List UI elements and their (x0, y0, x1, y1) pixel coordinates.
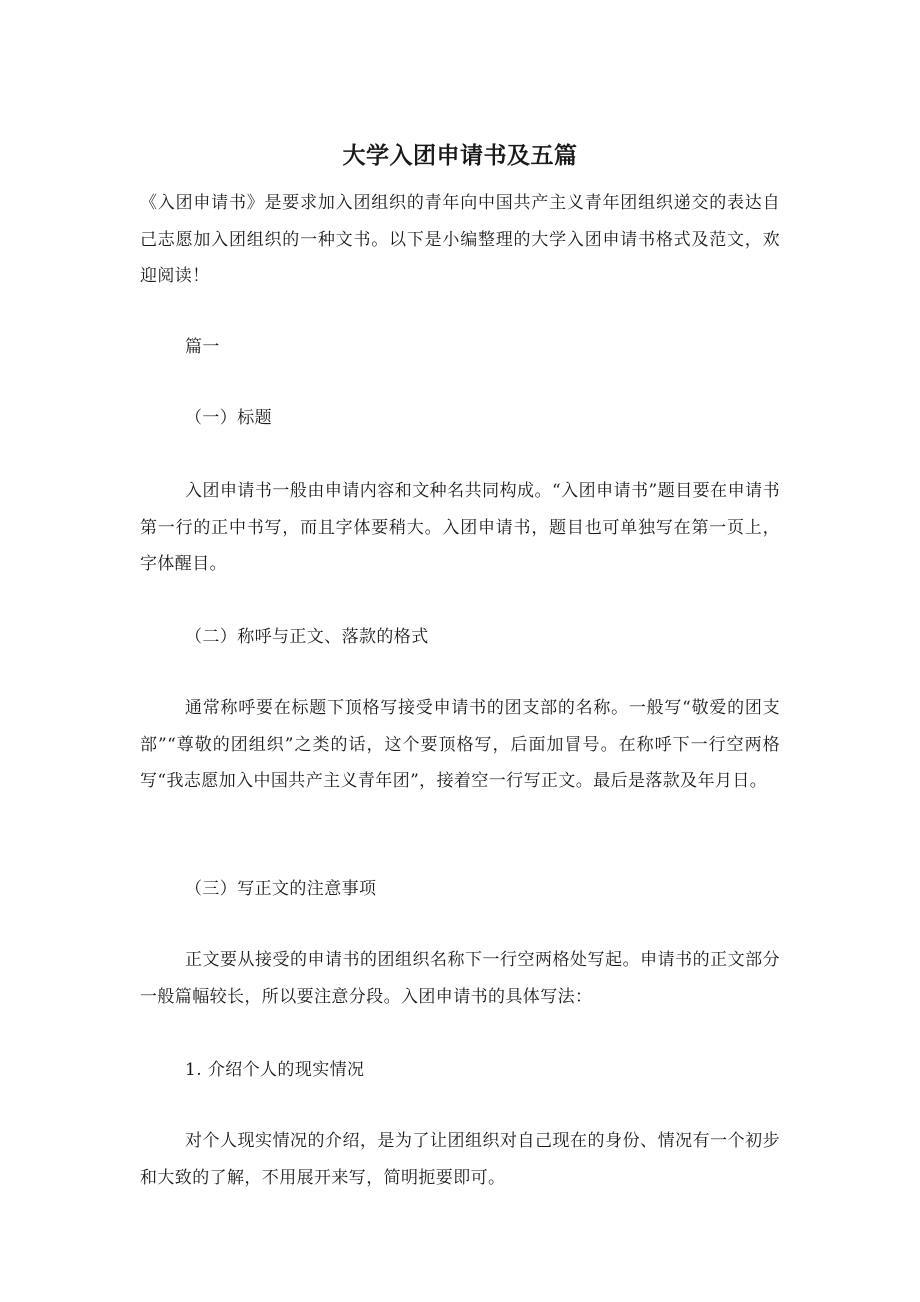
heading-personal-situation: 1. 介绍个人的现实情况 (185, 1060, 365, 1080)
document-title: 大学入团申请书及五篇 (342, 142, 578, 169)
paragraph-body-notes: 正文要从接受的申请书的团组织名称下一行空两格处写起。申请书的正文部分一般篇幅较长，所以要注意分段。入团申请书的具体写法： (140, 950, 780, 1007)
paragraph-personal-situation: 对个人现实情况的介绍，是为了让团组织对自己现在的身份、情况有一个初步和大致的了解，不用展开来写，简明扼要即可。 (140, 1131, 780, 1188)
paragraph-salutation-format: 通常称呼要在标题下顶格写接受申请书的团支部的名称。一般写“敬爱的团支部”“尊敬的团组织”之类的话，这个要顶格写，后面加冒号。在称呼下一行空两格写“我志愿加入中国共产主义青年团”，接着空一行写正文。最后是落款及年月日。 (140, 698, 780, 791)
heading-title: （一）标题 (185, 408, 272, 428)
section-label: 篇一 (185, 337, 220, 357)
heading-salutation: （二）称呼与正文、落款的格式 (185, 627, 429, 647)
paragraph-title-format: 入团申请书一般由申请内容和文种名共同构成。“入团申请书”题目要在申请书第一行的正中书写，而且字体要稍大。入团申请书，题目也可单独写在第一页上，字体醒目。 (140, 481, 780, 574)
intro-paragraph: 《入团申请书》是要求加入团组织的青年向中国共产主义青年团组织递交的表达自己志愿加入团组织的一种文书。以下是小编整理的大学入团申请书格式及范文，欢迎阅读！ (140, 193, 780, 286)
heading-body-notes: （三）写正文的注意事项 (185, 879, 377, 899)
